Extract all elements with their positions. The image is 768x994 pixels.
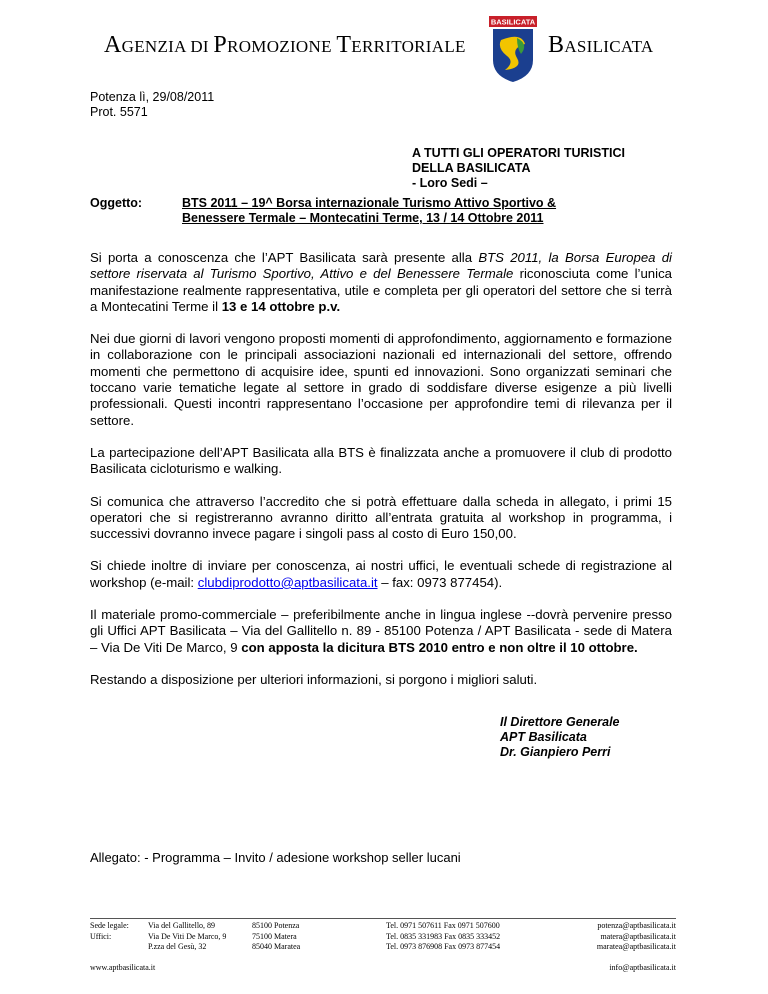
body-paragraph: Si porta a conoscenza che l’APT Basilicata sarà presente alla BTS 2011, la Borsa Europea di settore riservata al Turismo Sportivo, Attivo e del Benessere Termale riconosciuta come l’unica manifestazione realmente rappresentativa, utile e completa per gli operatori del settore che si terrà a Montecatini Terme il 13 e 14 ottobre p.v. [90, 250, 672, 314]
letter-meta [90, 90, 214, 120]
footer-website: www.aptbasilicata.it [90, 963, 156, 972]
date-line: Potenza lì, 29/08/2011 [90, 90, 215, 104]
addressee-line: - Loro Sedi – [412, 176, 488, 190]
footer-emails: potenza@aptbasilicata.it matera@aptbasilicata.it maratea@aptbasilicata.it [596, 921, 676, 951]
footer-labels: Sede legale: Uffici: [90, 921, 129, 941]
logo-text: BASILICATA [490, 17, 536, 27]
body-paragraph: Restando a disposizione per ulteriori informazioni, si porgono i migliori saluti. [90, 671, 538, 687]
region-name: BASILICATA [548, 32, 654, 58]
body-paragraph: Si comunica che attraverso l’accredito che si potrà effettuare dalla scheda in allegato, i primi 15 operatori che si registreranno avranno diritto all’entrata gratuita al workshop in programma, i successivi dovranno invece pagare i singoli pass al costo di Euro 150,00. [90, 493, 672, 542]
subject-label: Oggetto: [90, 196, 143, 210]
body-paragraph: La partecipazione dell’APT Basilicata alla BTS è finalizzata anche a promuovere il club di prodotto Basilicata cicloturismo e walking. [90, 444, 672, 477]
signature-line: APT Basilicata [500, 730, 587, 744]
email-link[interactable]: clubdiprodotto@aptbasilicata.it [197, 574, 378, 590]
footer-streets: Via del Gallitello, 89 Via De Viti De Marco, 9 P.zza del Gesù, 32 [148, 921, 227, 951]
footer-phones: Tel. 0971 507611 Fax 0971 507600 Tel. 0835 331983 Fax 0835 333452 Tel. 0973 876908 Fax 0973 877454 [386, 921, 501, 951]
addressee-line: DELLA BASILICATA [412, 161, 531, 175]
basilicata-logo [487, 14, 539, 84]
body-paragraph: Il materiale promo-commerciale – preferibilmente anche in lingua inglese --dovrà pervenire presso gli Uffici APT Basilicata – Via del Gallitello n. 89 - 85100 Potenza / APT Basilicata - sede di Matera – Via De Viti De Marco, 9 con apposta la dicitura BTS 2010 entro e non oltre il 10 ottobre. [90, 607, 672, 655]
protocol-line: Prot. 5571 [90, 105, 148, 119]
attachment-line: Allegato: - Programma – Invito / adesione workshop seller lucani [90, 850, 461, 865]
letter-body [90, 250, 672, 704]
signature-line: Dr. Gianpiero Perri [500, 745, 611, 759]
subject-line: Benessere Termale – Montecatini Terme, 13 / 14 Ottobre 2011 [182, 211, 544, 225]
footer-divider [90, 918, 676, 919]
footer-cities: 85100 Potenza 75100 Matera 85040 Maratea [252, 921, 301, 951]
addressee-block [412, 146, 625, 191]
subject-text [182, 196, 682, 226]
body-paragraph: Nei due giorni di lavori vengono proposti momenti di approfondimento, aggiornamento e formazione in collaborazione con le principali associazioni nazionali ed internazionali del settore, offrendo momenti che permettono di acquisire idee, spunti ed innovazioni. Sono organizzati seminari che toccano varie tematiche legate al settore in grado di soddisfare diverse esigenze a più livelli professionali. Questi incontri rappresentano l’occasione per approfondire temi di rilevanza per il settore. [90, 331, 672, 428]
subject-line: BTS 2011 – 19^ Borsa internazionale Turismo Attivo Sportivo & [182, 196, 557, 210]
addressee-line: A TUTTI GLI OPERATORI TURISTICI [412, 146, 625, 160]
body-paragraph: Si chiede inoltre di inviare per conoscenza, ai nostri uffici, le eventuali schede di registrazione al workshop (e-mail: clubdiprodotto@aptbasilicata.it – fax: 0973 877454). [90, 558, 672, 590]
letterhead [0, 14, 768, 84]
agency-name: AGENZIA DI PROMOZIONE TERRITORIALE [104, 32, 466, 58]
footer-info-email: info@aptbasilicata.it [609, 963, 676, 972]
signature-line: Il Direttore Generale [500, 715, 620, 729]
signature-block [500, 715, 620, 760]
